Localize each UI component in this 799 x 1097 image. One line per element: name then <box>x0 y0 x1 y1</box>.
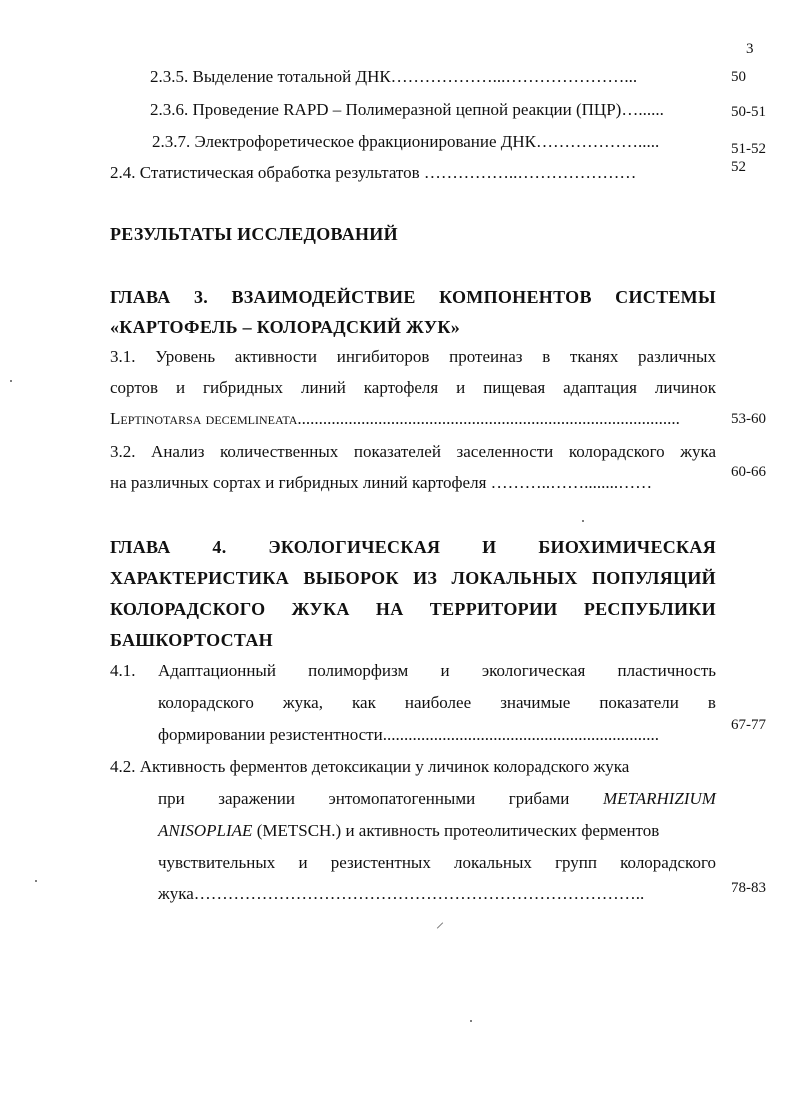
word: гибридных <box>203 378 284 397</box>
word: колорадского <box>620 853 716 872</box>
toc-entry-4-2-line2[interactable] <box>158 789 716 809</box>
word: энтомопатогенными <box>328 789 476 808</box>
toc-entry-4-1-number: 4.1. <box>110 661 136 680</box>
word: значимые <box>500 693 571 712</box>
chapter4-heading-line3 <box>110 598 716 620</box>
word: СИСТЕМЫ <box>615 287 716 307</box>
toc-page-4-1: 67-77 <box>731 717 766 733</box>
word: полиморфизм <box>308 661 409 680</box>
word: БИОХИМИЧЕСКАЯ <box>538 537 716 557</box>
word: Уровень <box>155 347 216 366</box>
word: КОЛОРАДСКОГО <box>110 599 266 619</box>
toc-entry-4-1-line3[interactable]: формировании резистентности................................................................. <box>158 725 659 744</box>
word: и <box>456 378 466 397</box>
word: картофеля <box>363 378 439 397</box>
word: Анализ <box>151 442 205 461</box>
toc-page-2-3-5: 50 <box>731 69 746 85</box>
toc-entry-4-2-line4[interactable] <box>158 853 716 873</box>
toc-entry-3-2-line2[interactable]: на различных сортах и гибридных линий картофеля ………..……........…… <box>110 473 653 492</box>
latin-species-name: Leptinotarsa decemlineata <box>110 409 298 428</box>
word: жука <box>680 442 716 461</box>
toc-entry-4-1-line2[interactable] <box>158 693 716 713</box>
word: 4. <box>212 537 227 557</box>
latin-genus-name: METARHIZIUM <box>602 789 716 808</box>
scan-speck <box>10 380 12 382</box>
chapter4-heading-line2 <box>110 567 716 589</box>
word: ИЗ <box>413 568 438 588</box>
toc-page-2-4: 52 <box>731 159 746 175</box>
chapter4-heading-line1 <box>110 536 716 558</box>
toc-entry-4-2-line3[interactable] <box>158 821 659 841</box>
leader-dots: .......................................................................................... <box>297 409 680 428</box>
word: в <box>707 693 716 712</box>
chapter3-heading-line2: «КАРТОФЕЛЬ – КОЛОРАДСКИЙ ЖУК» <box>110 317 461 337</box>
toc-entry-4-1-line1[interactable] <box>158 661 716 681</box>
word: личинок <box>654 378 716 397</box>
chapter3-heading-line1 <box>110 286 716 308</box>
scan-speck <box>470 1020 472 1022</box>
word: активности <box>234 347 318 366</box>
word: показателей <box>353 442 441 461</box>
word: И <box>482 537 497 557</box>
toc-entry-4-2-line5[interactable]: жука…………………………………………………………………….. <box>158 884 645 903</box>
toc-page-4-2: 78-83 <box>731 880 766 896</box>
word: количественных <box>219 442 339 461</box>
word: ВЫБОРОК <box>303 568 399 588</box>
word: ЖУКА <box>291 599 350 619</box>
toc-page-3-2: 60-66 <box>731 464 766 480</box>
toc-page-2-3-6: 50-51 <box>731 104 766 120</box>
word: как <box>352 693 376 712</box>
word: заражении <box>218 789 295 808</box>
chapter4-heading-line4: БАШКОРТОСТАН <box>110 630 273 650</box>
word: и <box>176 378 186 397</box>
word: экологическая <box>481 661 586 680</box>
word: НА <box>375 599 404 619</box>
scan-speck <box>35 880 37 882</box>
word: резистентных <box>330 853 431 872</box>
word: ХАРАКТЕРИСТИКА <box>110 568 290 588</box>
word: сортов <box>110 378 159 397</box>
word: наиболее <box>404 693 472 712</box>
word: 3. <box>193 287 209 307</box>
toc-entry-4-2-line1[interactable]: 4.2. Активность ферментов детоксикации у личинок колорадского жука <box>110 757 630 776</box>
word: заселенности <box>456 442 554 461</box>
word: в <box>542 347 551 366</box>
toc-entry-3-1-line3[interactable] <box>110 409 716 429</box>
word: ГЛАВА <box>110 287 171 307</box>
toc-page-2-3-7: 51-52 <box>731 141 766 157</box>
toc-page-3-1: 53-60 <box>731 411 766 427</box>
word: 3.1. <box>110 347 136 366</box>
word: ЭКОЛОГИЧЕСКАЯ <box>268 537 441 557</box>
word: при <box>158 789 185 808</box>
page-number: 3 <box>746 41 754 57</box>
toc-entry-2-3-5[interactable]: 2.3.5. Выделение тотальной ДНК………………...…………………... <box>150 67 638 86</box>
word: локальных <box>453 853 532 872</box>
word: линий <box>300 378 346 397</box>
toc-entry-3-1-line1[interactable] <box>110 347 716 367</box>
word: и <box>440 661 450 680</box>
word: ингибиторов <box>336 347 430 366</box>
word: чувствительных <box>158 853 276 872</box>
word: показатели <box>599 693 679 712</box>
latin-species-name: ANISOPLIAE <box>158 821 253 840</box>
word: пищевая <box>483 378 546 397</box>
word: ГЛАВА <box>110 537 171 557</box>
results-heading: РЕЗУЛЬТАТЫ ИССЛЕДОВАНИЙ <box>110 224 398 244</box>
scan-mark <box>437 922 443 928</box>
word: грибами <box>508 789 570 808</box>
word: ТЕРРИТОРИИ <box>429 599 558 619</box>
toc-entry-2-4[interactable]: 2.4. Статистическая обработка результатов ……………..………………… <box>110 163 637 182</box>
word: групп <box>555 853 598 872</box>
word: пластичность <box>617 661 716 680</box>
word: жука, <box>282 693 323 712</box>
line-text: (METSCH.) и активность протеолитических ферментов <box>252 821 660 840</box>
word: колорадского <box>158 693 254 712</box>
word: 3.2. <box>110 442 136 461</box>
word: тканях <box>569 347 619 366</box>
toc-entry-3-2-line1[interactable] <box>110 442 716 462</box>
word: ВЗАИМОДЕЙСТВИЕ <box>231 287 416 307</box>
toc-entry-3-1-line2[interactable] <box>110 378 716 398</box>
word: ЛОКАЛЬНЫХ <box>451 568 578 588</box>
word: адаптация <box>563 378 637 397</box>
toc-entry-2-3-7[interactable]: 2.3.7. Электрофоретическое фракционирование ДНК………………..... <box>152 132 660 151</box>
word: различных <box>638 347 716 366</box>
word: Адаптационный <box>158 661 276 680</box>
scan-speck <box>582 520 584 522</box>
word: колорадского <box>568 442 665 461</box>
word: ПОПУЛЯЦИЙ <box>591 568 716 588</box>
toc-entry-2-3-6[interactable]: 2.3.6. Проведение RAPD – Полимеразной цепной реакции (ПЦР)…...... <box>150 100 664 119</box>
word: КОМПОНЕНТОВ <box>439 287 592 307</box>
word: протеиназ <box>449 347 523 366</box>
word: РЕСПУБЛИКИ <box>583 599 716 619</box>
word: и <box>298 853 308 872</box>
